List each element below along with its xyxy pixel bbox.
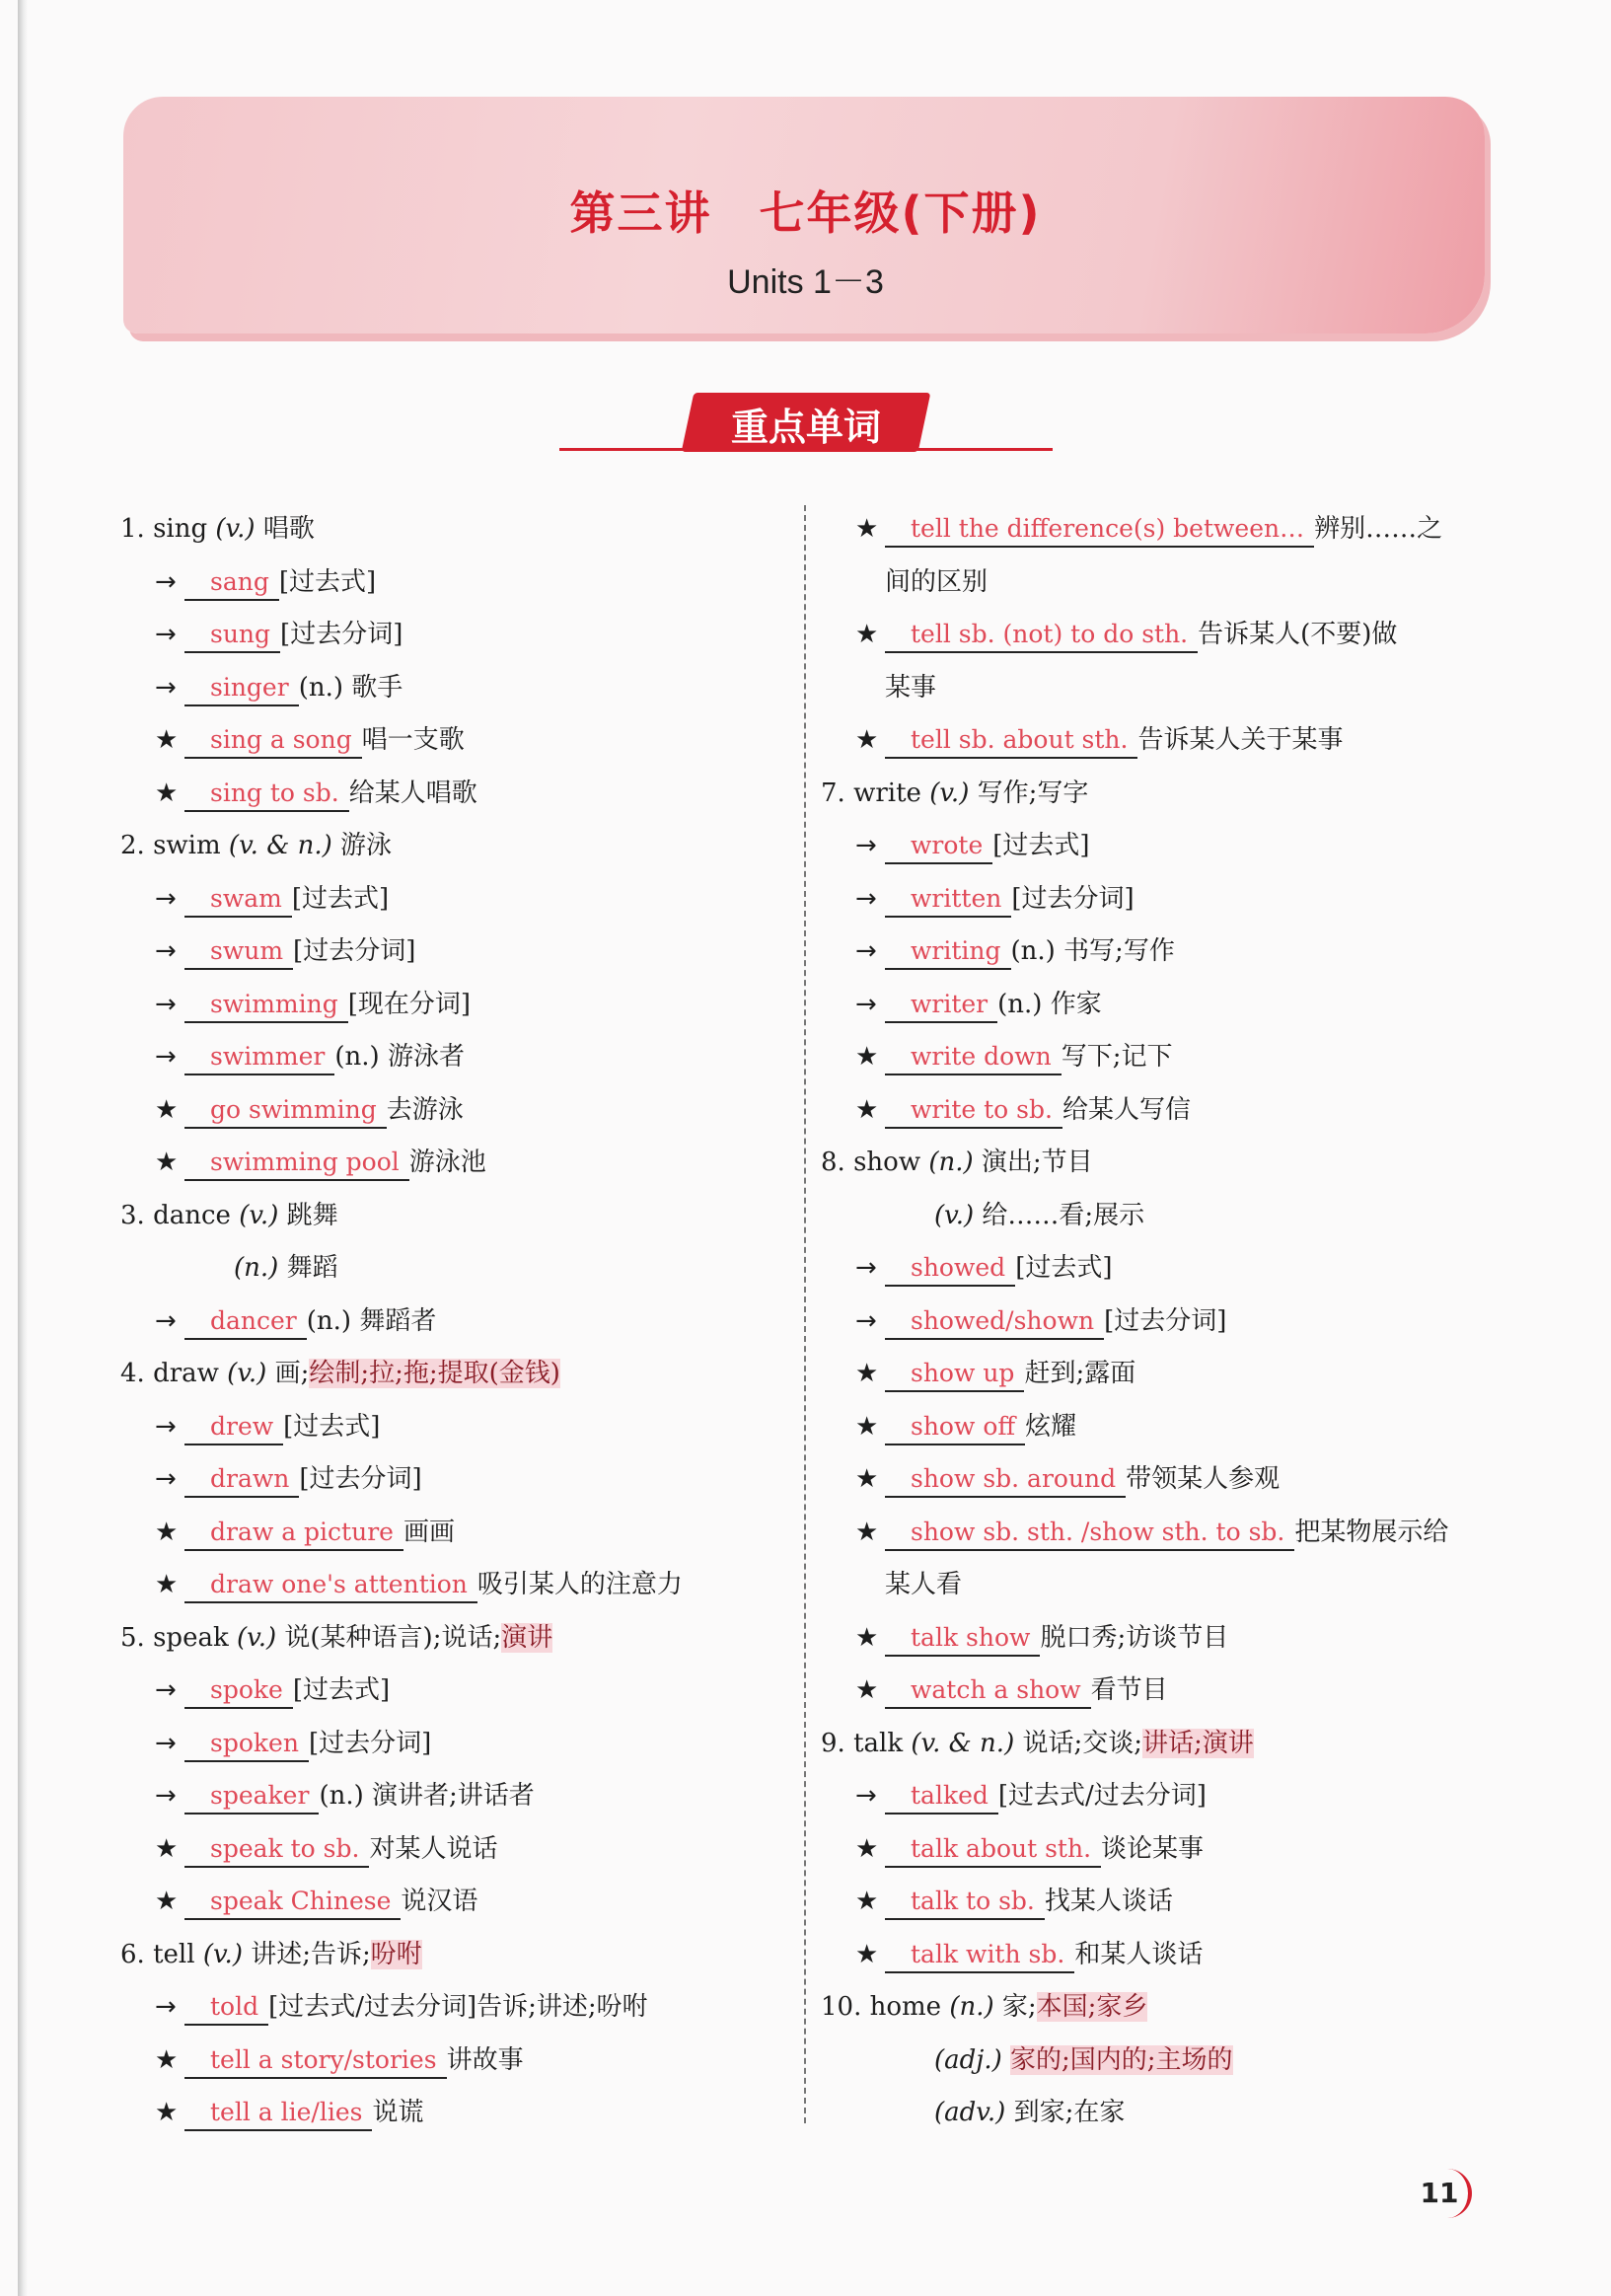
answer-blank: swam bbox=[184, 882, 292, 918]
part-of-speech: (v.) bbox=[236, 1622, 277, 1653]
star-icon: ★ bbox=[855, 1094, 879, 1125]
headword: talk bbox=[853, 1728, 904, 1758]
phrase-entry bbox=[120, 2035, 791, 2088]
section-label: 重点单词 bbox=[730, 406, 881, 449]
entry-note: [过去分词] bbox=[280, 620, 403, 649]
units-subtitle: Units 1－3 bbox=[727, 263, 884, 301]
phrase-entry bbox=[821, 1665, 1501, 1718]
headword: tell bbox=[153, 1939, 195, 1969]
entry-note: [现在分词] bbox=[347, 989, 472, 1019]
answer-blank: write down bbox=[885, 1040, 1062, 1075]
entry-note: (n.) 作家 bbox=[997, 989, 1102, 1019]
star-icon: ★ bbox=[855, 1517, 879, 1547]
meaning: 某人看 bbox=[885, 1570, 963, 1599]
word-heading bbox=[120, 1929, 791, 1982]
entry-note: [过去式] bbox=[283, 1411, 381, 1442]
entry-note: 找某人谈话 bbox=[1044, 1887, 1173, 1916]
entry-number: 7. bbox=[821, 778, 845, 808]
word-heading bbox=[821, 1137, 1501, 1190]
phrase-entry bbox=[120, 1823, 791, 1877]
entry-note: 讲故事 bbox=[446, 2044, 524, 2075]
entry-number: 9. bbox=[821, 1728, 845, 1758]
part-of-speech: (n.) bbox=[949, 1992, 994, 2022]
answer-blank: written bbox=[885, 882, 1011, 918]
entry-note: (n.) 歌手 bbox=[298, 672, 403, 703]
continuation-text bbox=[821, 556, 1501, 610]
meaning: 讲述;告诉; bbox=[251, 1939, 371, 1969]
answer-blank: watch a show bbox=[885, 1673, 1091, 1709]
answer-blank: swimming bbox=[184, 988, 348, 1023]
entry-note: 写下;记下 bbox=[1061, 1042, 1173, 1072]
entry-note: [过去式/过去分词] bbox=[997, 1781, 1207, 1811]
entry-number: 5. bbox=[120, 1622, 145, 1653]
highlighted-meaning: 本国;家乡 bbox=[1036, 1992, 1148, 2022]
phrase-entry bbox=[120, 714, 791, 768]
entry-note: 唱一支歌 bbox=[361, 725, 465, 755]
word-heading bbox=[120, 1190, 791, 1243]
arrow-icon: → bbox=[855, 883, 877, 914]
answer-blank: writer bbox=[885, 988, 997, 1023]
answer-blank: talk to sb. bbox=[885, 1885, 1045, 1920]
part-of-speech: (v.) bbox=[934, 1200, 975, 1230]
word-heading bbox=[120, 1612, 791, 1666]
word-heading bbox=[821, 1981, 1501, 2035]
book-spine-shadow bbox=[18, 0, 28, 2296]
derived-form-entry bbox=[120, 1031, 791, 1084]
arrow-icon: → bbox=[155, 1992, 177, 2022]
word-heading bbox=[120, 820, 791, 873]
entry-number: 3. bbox=[120, 1200, 145, 1230]
arrow-icon: → bbox=[155, 1411, 177, 1442]
derived-form-entry bbox=[821, 873, 1501, 926]
answer-blank: speak Chinese bbox=[184, 1885, 401, 1920]
answer-blank: spoke bbox=[184, 1673, 293, 1709]
answer-blank: swimmer bbox=[184, 1040, 334, 1075]
continuation-text bbox=[821, 1559, 1501, 1612]
column-divider bbox=[804, 505, 806, 2123]
entry-number: 4. bbox=[120, 1359, 145, 1388]
part-of-speech: (v. & n.) bbox=[911, 1728, 1015, 1758]
derived-form-entry bbox=[120, 873, 791, 926]
answer-blank: talk show bbox=[885, 1621, 1040, 1657]
headword: dance bbox=[153, 1200, 231, 1230]
entry-note: 游泳池 bbox=[408, 1148, 486, 1177]
arrow-icon: → bbox=[155, 1675, 177, 1705]
star-icon: ★ bbox=[155, 2044, 179, 2075]
entry-note: [过去分词] bbox=[299, 1464, 422, 1494]
answer-blank: tell the difference(s) between… bbox=[885, 512, 1314, 548]
answer-blank: show sb. sth. /show sth. to sb. bbox=[885, 1516, 1294, 1551]
derived-form-entry bbox=[120, 1770, 791, 1823]
part-of-speech: (v.) bbox=[202, 1939, 243, 1969]
answer-blank: sing a song bbox=[184, 723, 362, 759]
star-icon: ★ bbox=[855, 725, 879, 755]
entry-note: 吸引某人的注意力 bbox=[476, 1570, 683, 1599]
meaning: 演出;节目 bbox=[981, 1148, 1093, 1177]
answer-blank: sung bbox=[184, 618, 280, 653]
entry-note: 炫耀 bbox=[1025, 1411, 1077, 1442]
headword: show bbox=[853, 1148, 921, 1177]
star-icon: ★ bbox=[855, 514, 879, 544]
entry-note: (n.) 演讲者;讲话者 bbox=[319, 1781, 535, 1811]
arrow-icon: → bbox=[155, 989, 177, 1019]
arrow-icon: → bbox=[155, 936, 177, 966]
part-of-speech: (n.) bbox=[928, 1148, 974, 1177]
derived-form-entry bbox=[120, 609, 791, 662]
answer-blank: write to sb. bbox=[885, 1093, 1062, 1129]
arrow-icon: → bbox=[855, 936, 877, 966]
part-of-speech: (v.) bbox=[929, 778, 970, 808]
entry-note: [过去式] bbox=[291, 883, 390, 914]
answer-blank: go swimming bbox=[184, 1093, 387, 1129]
arrow-icon: → bbox=[855, 1253, 877, 1283]
entry-note: (n.) 游泳者 bbox=[334, 1042, 465, 1072]
word-heading bbox=[120, 503, 791, 556]
entry-number: 1. bbox=[120, 514, 145, 544]
part-of-speech: (v.) bbox=[227, 1359, 267, 1388]
phrase-entry bbox=[821, 1453, 1501, 1507]
answer-blank: talked bbox=[885, 1779, 998, 1815]
entry-note: 说谎 bbox=[372, 2098, 424, 2127]
derived-form-entry bbox=[120, 1401, 791, 1454]
meaning: 写作;写字 bbox=[977, 778, 1089, 808]
phrase-entry bbox=[120, 1876, 791, 1929]
phrase-entry bbox=[120, 1137, 791, 1190]
star-icon: ★ bbox=[855, 1939, 879, 1969]
arrow-icon: → bbox=[155, 620, 177, 649]
entry-note: 给某人写信 bbox=[1062, 1094, 1191, 1125]
star-icon: ★ bbox=[155, 1833, 179, 1864]
answer-blank: sing to sb. bbox=[184, 777, 349, 812]
answer-blank: talk about sth. bbox=[885, 1832, 1101, 1868]
entry-note: 告诉某人(不要)做 bbox=[1198, 620, 1398, 649]
entry-note: [过去式] bbox=[992, 831, 1090, 860]
phrase-entry bbox=[821, 1876, 1501, 1929]
answer-blank: showed bbox=[885, 1251, 1015, 1287]
arrow-icon: → bbox=[155, 1781, 177, 1811]
answer-blank: showed/shown bbox=[885, 1304, 1104, 1340]
answer-blank: tell sb. about sth. bbox=[885, 723, 1137, 759]
part-of-speech: (v.) bbox=[239, 1200, 279, 1230]
headword: write bbox=[853, 778, 921, 808]
star-icon: ★ bbox=[155, 778, 179, 808]
entry-note: 看节目 bbox=[1090, 1675, 1168, 1705]
word-heading bbox=[821, 768, 1501, 821]
arrow-icon: → bbox=[855, 1781, 877, 1811]
arrow-icon: → bbox=[855, 1305, 877, 1336]
entry-note: 对某人说话 bbox=[369, 1833, 498, 1864]
entry-note: [过去分词] bbox=[308, 1728, 432, 1758]
meaning: 到家;在家 bbox=[1013, 2098, 1126, 2127]
answer-blank: tell a story/stories bbox=[184, 2043, 447, 2079]
entry-note: 脱口秀;访谈节目 bbox=[1040, 1622, 1229, 1653]
derived-form-entry bbox=[120, 926, 791, 979]
arrow-icon: → bbox=[855, 989, 877, 1019]
entry-number: 10. bbox=[821, 1992, 862, 2022]
part-of-speech: (adj.) bbox=[934, 2044, 1002, 2075]
arrow-icon: → bbox=[155, 1464, 177, 1494]
meaning: 家; bbox=[1001, 1992, 1037, 2022]
answer-blank: talk with sb. bbox=[885, 1938, 1074, 1973]
lesson-title: 第三讲 七年级(下册) bbox=[569, 186, 1042, 240]
page-number: 11 bbox=[1411, 2169, 1472, 2218]
star-icon: ★ bbox=[155, 1517, 179, 1547]
highlighted-meaning: 绘制;拉;拖;提取(金钱) bbox=[309, 1359, 560, 1388]
headword: sing bbox=[153, 514, 208, 544]
derived-form-entry bbox=[120, 979, 791, 1032]
meaning: 给……看;展示 bbox=[982, 1200, 1145, 1230]
answer-blank: singer bbox=[184, 671, 299, 706]
alt-meaning bbox=[821, 2087, 1501, 2140]
entry-note: 赶到;露面 bbox=[1024, 1359, 1136, 1388]
alt-meaning bbox=[120, 1242, 791, 1296]
star-icon: ★ bbox=[855, 1622, 879, 1653]
entry-note: 和某人谈话 bbox=[1074, 1939, 1204, 1969]
star-icon: ★ bbox=[855, 1887, 879, 1916]
derived-form-entry bbox=[120, 1296, 791, 1349]
entry-note: 告诉某人关于某事 bbox=[1137, 725, 1344, 755]
arrow-icon: → bbox=[155, 1042, 177, 1072]
phrase-entry bbox=[821, 1401, 1501, 1454]
phrase-entry bbox=[821, 1084, 1501, 1138]
answer-blank: drew bbox=[184, 1410, 283, 1445]
answer-blank: swimming pool bbox=[184, 1146, 409, 1181]
answer-blank: wrote bbox=[885, 829, 992, 864]
highlighted-meaning: 家的;国内的;主场的 bbox=[1010, 2044, 1233, 2075]
star-icon: ★ bbox=[155, 2098, 179, 2127]
star-icon: ★ bbox=[855, 1359, 879, 1388]
highlighted-meaning: 讲话;演讲 bbox=[1142, 1728, 1254, 1758]
meaning: 间的区别 bbox=[885, 566, 989, 597]
entry-number: 2. bbox=[120, 831, 145, 860]
answer-blank: show off bbox=[885, 1410, 1025, 1445]
phrase-entry bbox=[821, 1507, 1501, 1560]
derived-form-entry bbox=[120, 1981, 791, 2035]
headword: home bbox=[869, 1992, 942, 2022]
alt-meaning bbox=[821, 2035, 1501, 2088]
meaning: 说(某种语言);说话; bbox=[284, 1622, 502, 1653]
entry-note: [过去式] bbox=[278, 566, 377, 597]
arrow-icon: → bbox=[155, 883, 177, 914]
arrow-icon: → bbox=[155, 566, 177, 597]
derived-form-entry bbox=[821, 1770, 1501, 1823]
answer-blank: draw a picture bbox=[184, 1516, 403, 1551]
headword: draw bbox=[153, 1359, 219, 1388]
headword: speak bbox=[153, 1622, 229, 1653]
star-icon: ★ bbox=[855, 1833, 879, 1864]
part-of-speech: (v. & n.) bbox=[228, 831, 332, 860]
entry-note: 带领某人参观 bbox=[1126, 1464, 1281, 1494]
entry-note: 把某物展示给 bbox=[1294, 1517, 1449, 1547]
phrase-entry bbox=[120, 1084, 791, 1138]
derived-form-entry bbox=[120, 1718, 791, 1771]
part-of-speech: (n.) bbox=[234, 1253, 279, 1283]
phrase-entry bbox=[821, 609, 1501, 662]
arrow-icon: → bbox=[155, 1305, 177, 1336]
entry-note: [过去式] bbox=[1015, 1253, 1113, 1283]
answer-blank: dancer bbox=[184, 1304, 307, 1340]
headword: swim bbox=[153, 831, 221, 860]
phrase-entry bbox=[821, 714, 1501, 768]
derived-form-entry bbox=[120, 556, 791, 610]
answer-blank: tell a lie/lies bbox=[184, 2096, 372, 2131]
vocab-column-left bbox=[120, 503, 791, 2140]
phrase-entry bbox=[120, 2087, 791, 2140]
meaning: 舞蹈 bbox=[286, 1253, 338, 1283]
entry-note: 画画 bbox=[403, 1517, 455, 1547]
phrase-entry bbox=[120, 768, 791, 821]
answer-blank: told bbox=[184, 1990, 268, 2026]
entry-number: 6. bbox=[120, 1939, 145, 1969]
derived-form-entry bbox=[120, 662, 791, 715]
derived-form-entry bbox=[120, 1453, 791, 1507]
entry-note: [过去分词] bbox=[1104, 1305, 1227, 1336]
entry-note: 去游泳 bbox=[386, 1094, 464, 1125]
word-heading bbox=[821, 1718, 1501, 1771]
entry-note: [过去式] bbox=[292, 1675, 391, 1705]
phrase-entry bbox=[821, 1612, 1501, 1666]
answer-blank: sang bbox=[184, 565, 279, 601]
meaning: 游泳 bbox=[340, 831, 393, 860]
star-icon: ★ bbox=[855, 1042, 879, 1072]
entry-note: [过去分词] bbox=[1011, 883, 1135, 914]
star-icon: ★ bbox=[155, 1148, 179, 1177]
derived-form-entry bbox=[821, 1242, 1501, 1296]
answer-blank: spoken bbox=[184, 1727, 309, 1762]
meaning: 某事 bbox=[885, 672, 937, 703]
answer-blank: show up bbox=[885, 1357, 1024, 1392]
highlighted-meaning: 吩咐 bbox=[370, 1939, 422, 1969]
entry-note: (n.) 书写;写作 bbox=[1010, 936, 1175, 966]
phrase-entry bbox=[821, 503, 1501, 556]
star-icon: ★ bbox=[855, 1464, 879, 1494]
arrow-icon: → bbox=[155, 672, 177, 703]
star-icon: ★ bbox=[855, 1411, 879, 1442]
star-icon: ★ bbox=[155, 1570, 179, 1599]
phrase-entry bbox=[821, 1823, 1501, 1877]
answer-blank: speaker bbox=[184, 1779, 319, 1815]
star-icon: ★ bbox=[855, 1675, 879, 1705]
entry-note: 谈论某事 bbox=[1101, 1833, 1205, 1864]
entry-note: [过去分词] bbox=[293, 936, 416, 966]
entry-number: 8. bbox=[821, 1148, 845, 1177]
meaning: 说话;交谈; bbox=[1022, 1728, 1143, 1758]
answer-blank: swum bbox=[184, 934, 293, 970]
derived-form-entry bbox=[821, 979, 1501, 1032]
entry-note: (n.) 舞蹈者 bbox=[306, 1305, 437, 1336]
continuation-text bbox=[821, 662, 1501, 715]
answer-blank: show sb. around bbox=[885, 1462, 1126, 1498]
phrase-entry bbox=[120, 1559, 791, 1612]
star-icon: ★ bbox=[155, 725, 179, 755]
derived-form-entry bbox=[821, 1296, 1501, 1349]
derived-form-entry bbox=[120, 1665, 791, 1718]
answer-blank: writing bbox=[885, 934, 1011, 970]
phrase-entry bbox=[821, 1929, 1501, 1982]
answer-blank: draw one's attention bbox=[184, 1568, 477, 1603]
entry-note: 辨别……之 bbox=[1314, 514, 1443, 544]
arrow-icon: → bbox=[855, 831, 877, 860]
meaning: 画; bbox=[274, 1359, 310, 1388]
answer-blank: speak to sb. bbox=[184, 1832, 369, 1868]
highlighted-meaning: 演讲 bbox=[501, 1622, 553, 1653]
part-of-speech: (adv.) bbox=[934, 2098, 1006, 2127]
entry-note: 给某人唱歌 bbox=[348, 778, 477, 808]
alt-meaning bbox=[821, 1190, 1501, 1243]
star-icon: ★ bbox=[155, 1094, 179, 1125]
word-heading bbox=[120, 1348, 791, 1401]
part-of-speech: (v.) bbox=[215, 514, 256, 544]
phrase-entry bbox=[821, 1348, 1501, 1401]
vocab-column-right bbox=[821, 503, 1501, 2140]
star-icon: ★ bbox=[855, 620, 879, 649]
derived-form-entry bbox=[821, 926, 1501, 979]
meaning: 唱歌 bbox=[262, 514, 315, 544]
arrow-icon: → bbox=[155, 1728, 177, 1758]
entry-note: [过去式/过去分词]告诉;讲述;吩咐 bbox=[268, 1992, 648, 2022]
answer-blank: drawn bbox=[184, 1462, 299, 1498]
meaning: 跳舞 bbox=[286, 1200, 338, 1230]
answer-blank: tell sb. (not) to do sth. bbox=[885, 618, 1198, 653]
phrase-entry bbox=[120, 1507, 791, 1560]
phrase-entry bbox=[821, 1031, 1501, 1084]
entry-note: 说汉语 bbox=[401, 1887, 478, 1916]
derived-form-entry bbox=[821, 820, 1501, 873]
star-icon: ★ bbox=[155, 1887, 179, 1916]
